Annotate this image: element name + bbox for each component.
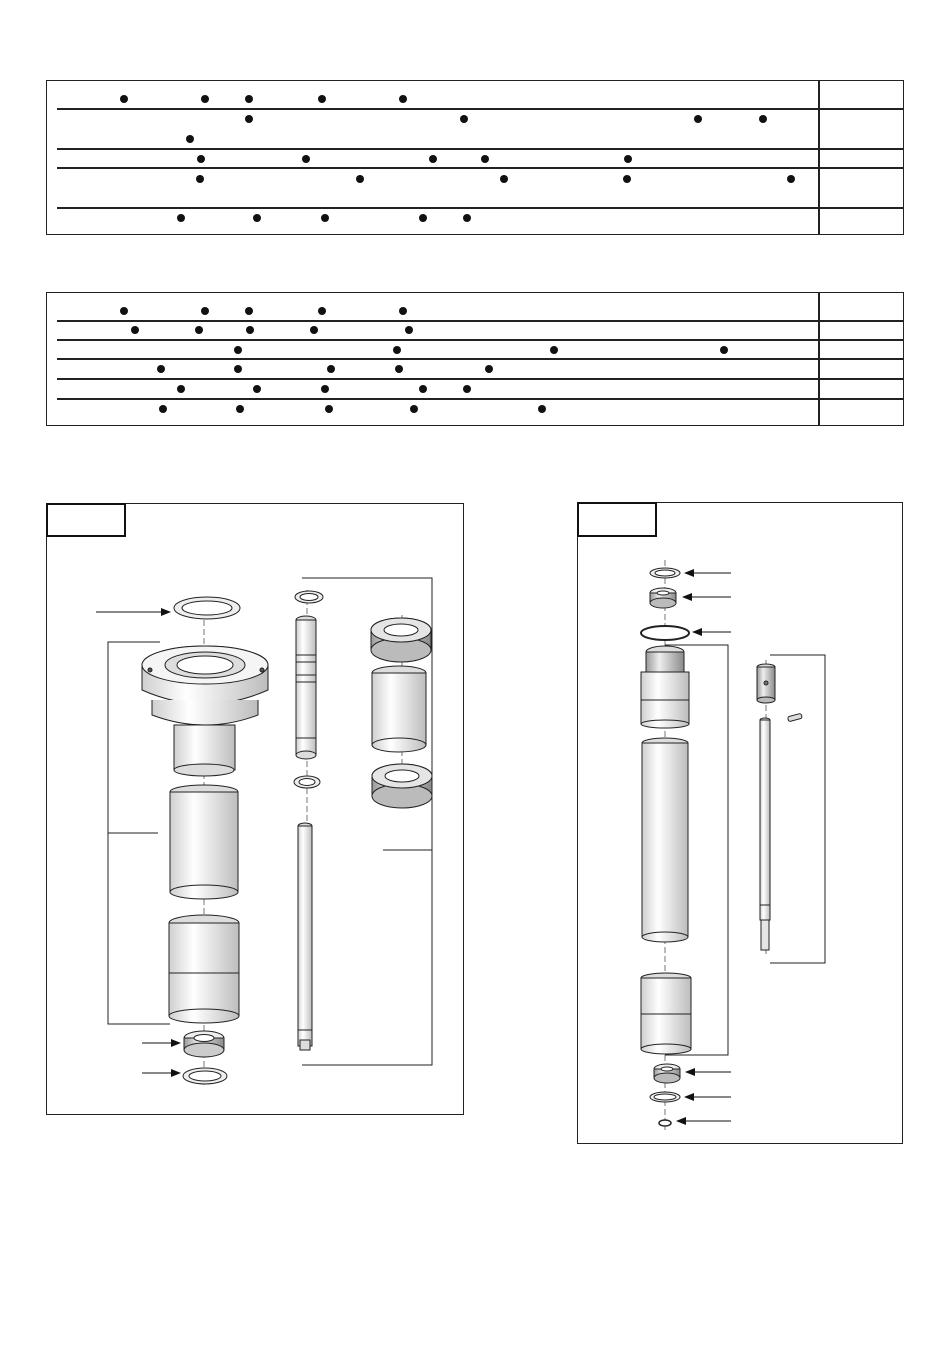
right-assembly [641, 560, 825, 1130]
left-assembly [96, 578, 432, 1085]
